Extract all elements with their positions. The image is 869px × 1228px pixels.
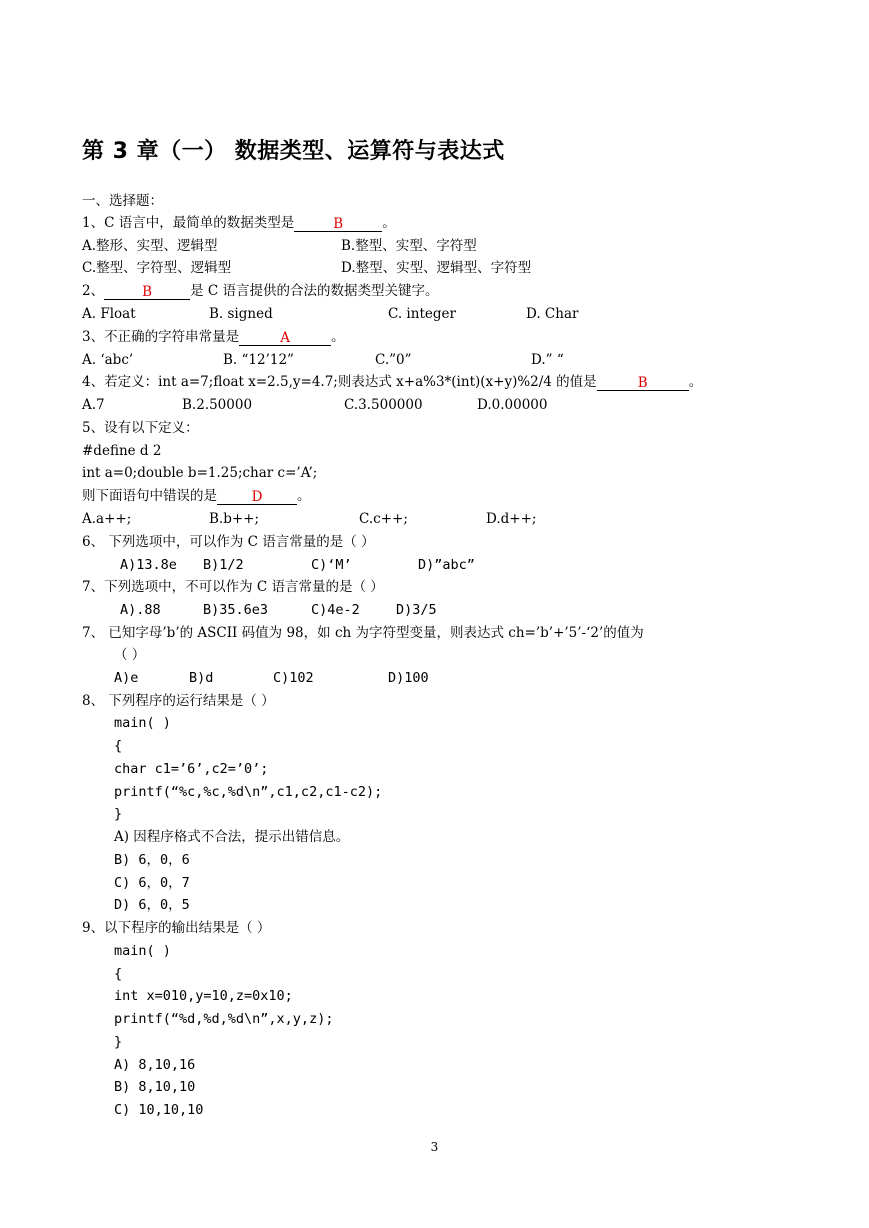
q4-answer-blank bbox=[597, 374, 689, 391]
q7a-option-d: D)3/5 bbox=[396, 602, 437, 618]
q4-text: 4、若定义：int a=7;float x=2.5,y=4.7;则表达式 x+a%3*(int)(x+y)%2/4 的值是 bbox=[82, 374, 597, 390]
q8-option-b: B) 6，0，6 bbox=[114, 852, 190, 868]
q3-answer: A bbox=[280, 330, 290, 346]
q1-answer-blank bbox=[294, 215, 382, 232]
q5-option-a: A.a++; bbox=[82, 511, 132, 527]
q2-option-d: D. Char bbox=[526, 306, 579, 322]
q1-text: 1、C 语言中，最简单的数据类型是 bbox=[82, 215, 295, 231]
q5-prompt bbox=[82, 487, 311, 505]
q2-answer: B bbox=[142, 284, 153, 300]
question-1 bbox=[82, 214, 396, 232]
q7a-option-c: C)4e-2 bbox=[311, 602, 360, 618]
q7b-option-c: C)102 bbox=[273, 670, 314, 686]
q8-code-line: { bbox=[114, 738, 123, 754]
q3-end: 。 bbox=[331, 329, 345, 345]
q3-option-a: A. ‘abc’ bbox=[82, 352, 134, 368]
question-2 bbox=[82, 282, 439, 300]
question-6: 6、 下列选项中，可以作为 C 语言常量的是（ ） bbox=[82, 534, 375, 550]
q4-option-a: A.7 bbox=[82, 397, 105, 413]
q3-option-d: D.” “ bbox=[531, 352, 564, 368]
q3-option-b: B. “12’12” bbox=[223, 352, 294, 368]
q7b-option-a: A)e bbox=[114, 670, 139, 686]
q1-option-b: B.整型、实型、字符型 bbox=[341, 238, 477, 254]
q2-text-end: 是 C 语言提供的合法的数据类型关键字。 bbox=[190, 283, 439, 299]
question-7a: 7、下列选项中，不可以作为 C 语言常量的是（ ） bbox=[82, 579, 384, 595]
q1-option-a: A.整形、实型、逻辑型 bbox=[82, 238, 218, 254]
q5-text: 则下面语句中错误的是 bbox=[82, 488, 217, 504]
q8-code-line: main( ) bbox=[114, 715, 171, 731]
q5-answer: D bbox=[251, 489, 263, 505]
q9-code-line: } bbox=[114, 1034, 123, 1050]
q3-option-c: C.”0” bbox=[375, 352, 412, 368]
q8-option-d: D) 6，0，5 bbox=[114, 897, 190, 913]
q6-option-b: B)1/2 bbox=[203, 557, 244, 573]
q7a-option-a: A).88 bbox=[120, 602, 161, 618]
q8-code-line: } bbox=[114, 806, 123, 822]
q7b-paren: （ ） bbox=[114, 647, 146, 663]
q2-answer-blank bbox=[104, 283, 190, 300]
question-8: 8、 下列程序的运行结果是（ ） bbox=[82, 693, 275, 709]
q1-answer: B bbox=[333, 216, 344, 232]
q1-option-d: D.整型、实型、逻辑型、字符型 bbox=[341, 260, 532, 276]
q1-end: 。 bbox=[382, 215, 396, 231]
q4-option-d: D.0.00000 bbox=[477, 397, 548, 413]
q7a-option-b: B)35.6e3 bbox=[203, 602, 269, 618]
q9-code-line: { bbox=[114, 966, 123, 982]
question-9: 9、以下程序的输出结果是（ ） bbox=[82, 920, 271, 936]
q8-code-line: printf(“%c,%c,%d\n”,c1,c2,c1-c2); bbox=[114, 784, 383, 800]
q5-define-line: #define d 2 bbox=[82, 443, 162, 459]
q6-option-c: C)‘M’ bbox=[311, 557, 352, 573]
q2-text: 2、 bbox=[82, 283, 105, 299]
q4-answer: B bbox=[637, 375, 648, 391]
q6-option-a: A)13.8e bbox=[120, 557, 177, 573]
question-5: 5、设有以下定义： bbox=[82, 420, 199, 436]
question-4 bbox=[82, 373, 702, 391]
q5-answer-blank bbox=[217, 488, 297, 505]
q2-option-b: B. signed bbox=[209, 306, 273, 322]
q9-code-line: printf(“%d,%d,%d\n”,x,y,z); bbox=[114, 1011, 334, 1027]
q5-decl-line: int a=0;double b=1.25;char c=’A’; bbox=[82, 465, 318, 481]
q3-answer-blank bbox=[239, 329, 331, 346]
q9-option-c: C) 10,10,10 bbox=[114, 1102, 204, 1118]
section-heading: 一、选择题： bbox=[82, 193, 163, 209]
q9-code-line: main( ) bbox=[114, 943, 171, 959]
q5-option-b: B.b++; bbox=[209, 511, 260, 527]
q4-end: 。 bbox=[688, 374, 703, 390]
page-number: 3 bbox=[430, 1140, 439, 1154]
q2-option-c: C. integer bbox=[388, 306, 456, 322]
q4-option-c: C.3.500000 bbox=[344, 397, 423, 413]
q4-option-b: B.2.50000 bbox=[182, 397, 253, 413]
q5-end: 。 bbox=[297, 488, 311, 504]
q3-text: 3、不正确的字符串常量是 bbox=[82, 329, 240, 345]
q9-code-line: int x=010,y=10,z=0x10; bbox=[114, 988, 293, 1004]
q9-option-b: B) 8,10,10 bbox=[114, 1079, 196, 1095]
q7b-option-d: D)100 bbox=[388, 670, 429, 686]
q7b-option-b: B)d bbox=[189, 670, 214, 686]
q5-option-c: C.c++; bbox=[359, 511, 408, 527]
question-3 bbox=[82, 328, 345, 346]
q9-option-a: A) 8,10,16 bbox=[114, 1057, 196, 1073]
q1-option-c: C.整型、字符型、逻辑型 bbox=[82, 260, 232, 276]
question-7b: 7、 已知字母’b’的 ASCII 码值为 98，如 ch 为字符型变量，则表达式 ch=’b’+’5’-‘2’的值为 bbox=[82, 625, 644, 641]
q5-option-d: D.d++; bbox=[486, 511, 537, 527]
q8-code-line: char c1=’6’,c2=’0’; bbox=[114, 761, 269, 777]
q6-option-d: D)”abc” bbox=[418, 557, 475, 573]
chapter-title: 第 3 章（一） 数据类型、运算符与表达式 bbox=[82, 139, 505, 164]
q2-option-a: A. Float bbox=[82, 306, 136, 322]
q8-option-a: A) 因程序格式不合法，提示出错信息。 bbox=[114, 829, 350, 845]
q8-option-c: C) 6，0，7 bbox=[114, 875, 190, 891]
